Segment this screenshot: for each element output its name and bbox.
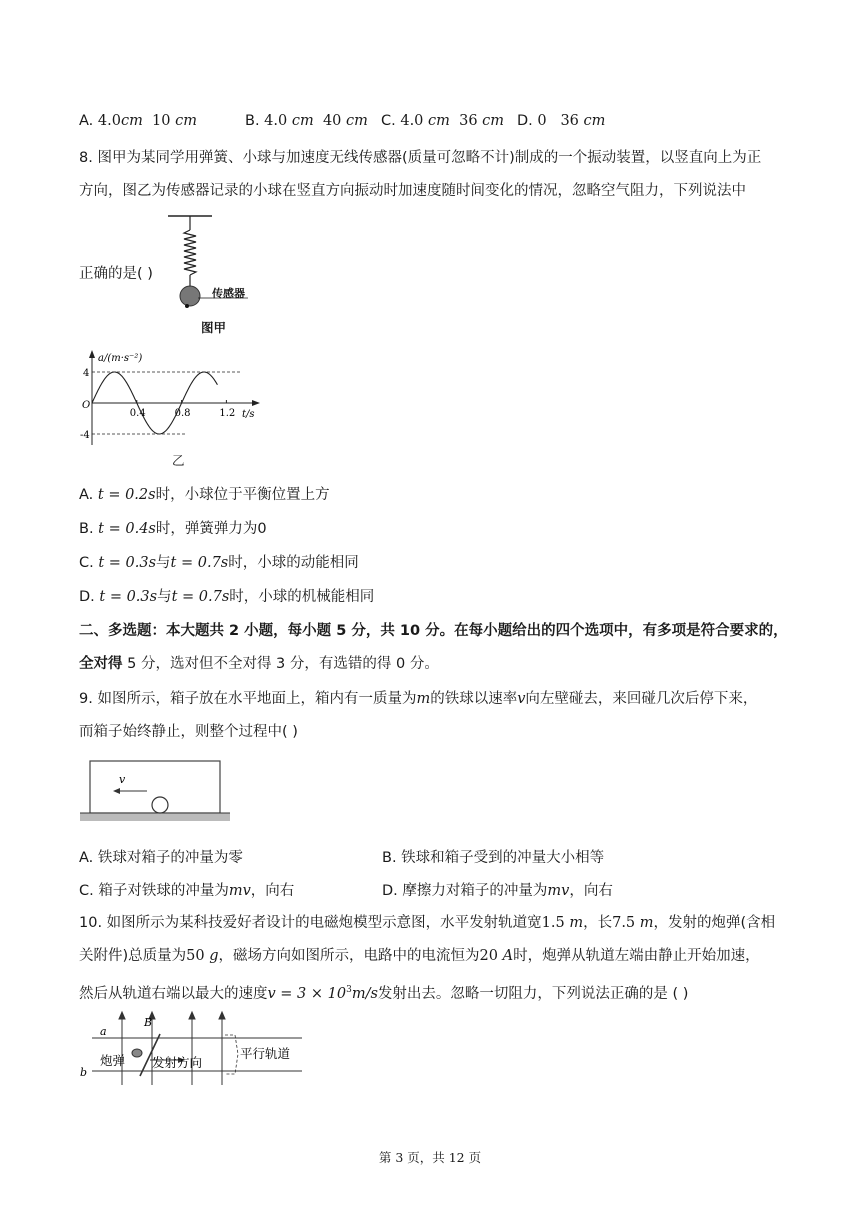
field-lines xyxy=(119,1012,225,1085)
x-axis-label: t/s xyxy=(242,409,255,420)
y-tick-neg4: -4 xyxy=(80,430,90,441)
label-direction: 发射方向 xyxy=(152,1055,203,1070)
q9-line-2: 而箱子始终静止，则整个过程中( ) xyxy=(79,724,298,740)
label-rail: 平行轨道 xyxy=(240,1046,291,1061)
q10-line-3: 然后从轨道右端以最大的速度$v = 3 \times 10^3m/s$发射出去。忽略一切阻力，下列说法正确的是 ( ) xyxy=(79,985,689,1002)
x-tick-label: 0.8 xyxy=(174,408,191,419)
x-tick-label: 1.2 xyxy=(219,408,236,419)
q9-option-c: C. 箱子对铁球的冲量为mv，向右 xyxy=(79,883,295,899)
q8-option-a: A. t = 0.2s时，小球位于平衡位置上方 xyxy=(79,487,330,503)
figure-jia-caption: 图甲 xyxy=(201,320,227,335)
spring-coil xyxy=(184,230,196,275)
q7-option-b: B. 4.0 cm 40 cm xyxy=(245,113,368,129)
section-2-heading: 二、多选题：本大题共 2 小题，每小题 5 分，共 10 分。在每小题给出的四个选项中，有多项是符合要求的， xyxy=(79,623,788,639)
ground-hatch xyxy=(80,813,230,821)
q9-line-1: 9. 如图所示，箱子放在水平地面上，箱内有一质量为m的铁球以速率v向左壁碰去，来回碰几次后停下来， xyxy=(79,691,758,707)
q9-option-b: B. 铁球和箱子受到的冲量大小相等 xyxy=(382,850,605,866)
q8-option-c: C. t = 0.3s与t = 0.7s时，小球的动能相同 xyxy=(79,555,359,571)
y-axis-arrow xyxy=(89,350,95,358)
label-shell: 炮弹 xyxy=(100,1053,126,1068)
q7-option-d: D. 0 36 cm xyxy=(517,113,606,129)
section-2-heading-cont: 全对得 5 分，选对但不全对得 3 分，有选错的得 0 分。 xyxy=(79,656,439,672)
railgun-figure xyxy=(80,1010,310,1090)
q7-option-c: C. 4.0 cm 36 cm xyxy=(381,113,505,129)
figure-yi-caption: 乙 xyxy=(172,453,185,468)
velocity-label: v xyxy=(119,773,126,786)
page-footer: 第 3 页，共 12 页 xyxy=(378,1150,482,1165)
spring-figure xyxy=(160,212,260,332)
q10-line-1: 10. 如图所示为某科技爱好者设计的电磁炮模型示意图，水平发射轨道宽1.5 m，长7.5 m，发射的炮弹(含相 xyxy=(79,915,776,931)
sensor-dot xyxy=(185,304,189,308)
y-tick-4: 4 xyxy=(83,368,90,379)
q8-line-1: 8. 图甲为某同学用弹簧、小球与加速度无线传感器(质量可忽略不计)制成的一个振动装置，以竖直向上为正 xyxy=(79,150,762,166)
label-a: a xyxy=(100,1025,107,1038)
q8-option-d: D. t = 0.3s与t = 0.7s时，小球的机械能相同 xyxy=(79,589,375,605)
ball xyxy=(180,286,200,306)
origin-label: O xyxy=(82,400,91,411)
label-b: b xyxy=(80,1066,88,1079)
sensor-label: 传感器 xyxy=(212,287,245,300)
projectile xyxy=(132,1049,142,1057)
acceleration-chart xyxy=(80,350,270,445)
q9-option-d: D. 摩擦力对箱子的冲量为mv，向右 xyxy=(382,883,613,899)
x-axis-arrow xyxy=(252,400,260,406)
q7-option-a: A. 4.0cm 10 cm xyxy=(79,113,197,129)
iron-ball xyxy=(152,797,168,813)
label-B: B xyxy=(144,1016,153,1029)
q9-option-a: A. 铁球对箱子的冲量为零 xyxy=(79,850,243,866)
q8-option-b: B. t = 0.4s时，弹簧弹力为0 xyxy=(79,521,267,537)
y-axis-label: a/(m·s⁻²) xyxy=(98,353,143,364)
q8-line-3: 正确的是( ) xyxy=(79,266,153,282)
q8-line-2: 方向，图乙为传感器记录的小球在竖直方向振动时加速度随时间变化的情况，忽略空气阻力，下列说法中 xyxy=(79,183,746,199)
rail-bracket xyxy=(225,1035,238,1074)
q10-line-2: 关附件)总质量为50 g，磁场方向如图所示，电路中的电流恒为20 A时，炮弹从轨道左端由静止开始加速， xyxy=(79,948,760,964)
box-figure xyxy=(80,755,230,825)
x-tick-label: 0.4 xyxy=(129,408,146,419)
